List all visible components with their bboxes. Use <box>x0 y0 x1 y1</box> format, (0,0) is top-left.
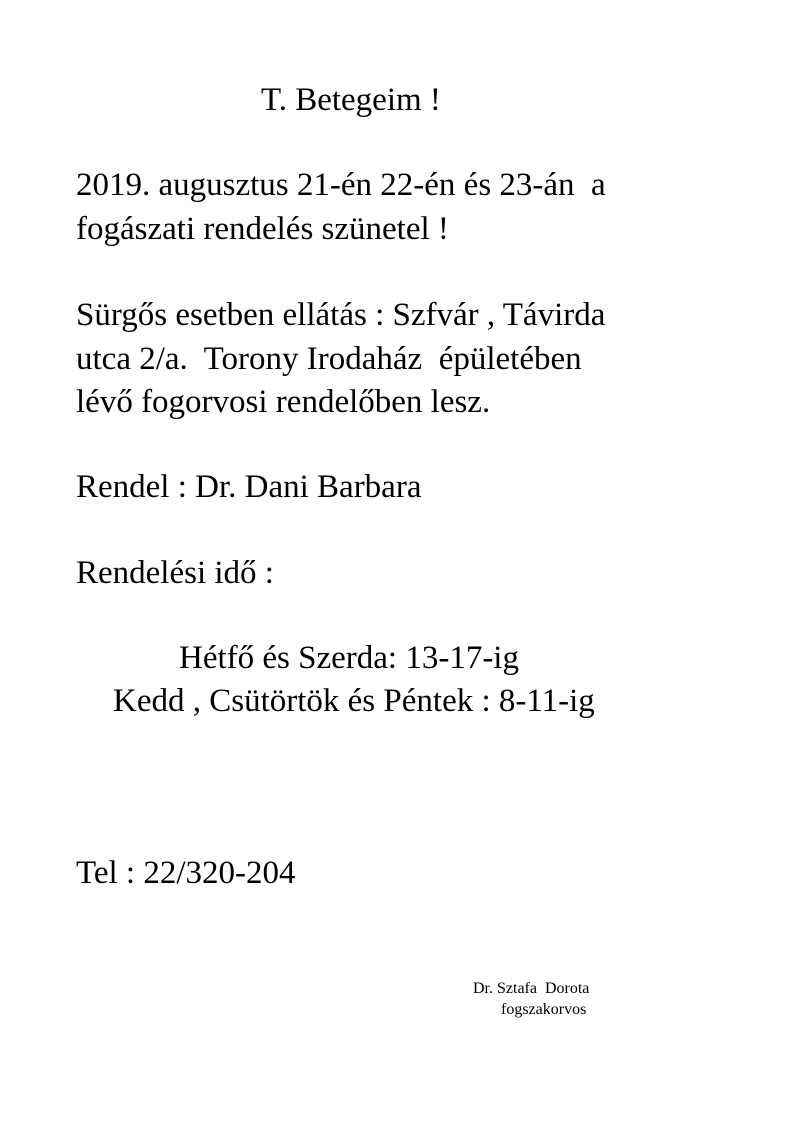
signature-title: fogszakorvos <box>501 1001 587 1018</box>
closure-notice-line-2: fogászati rendelés szünetel ! <box>76 211 449 247</box>
phone-number: Tel : 22/320-204 <box>76 855 296 891</box>
closure-notice-line-1: 2019. augusztus 21-én 22-én és 23-án a <box>76 167 606 203</box>
signature-name: Dr. Sztafa Dorota <box>473 980 590 997</box>
office-hours-title: Rendelési idő : <box>76 555 274 591</box>
office-hours-line-2: Kedd , Csütörtök és Péntek : 8-11-ig <box>113 683 595 719</box>
urgent-care-line-1: Sürgős esetben ellátás : Szfvár , Távirda <box>76 297 606 333</box>
attending-doctor: Rendel : Dr. Dani Barbara <box>76 469 422 505</box>
urgent-care-line-3: lévő fogorvosi rendelőben lesz. <box>76 384 491 420</box>
urgent-care-line-2: utca 2/a. Torony Irodaház épületében <box>76 341 582 377</box>
greeting-heading: T. Betegeim ! <box>261 82 441 118</box>
office-hours-line-1: Hétfő és Szerda: 13-17-ig <box>179 640 519 676</box>
